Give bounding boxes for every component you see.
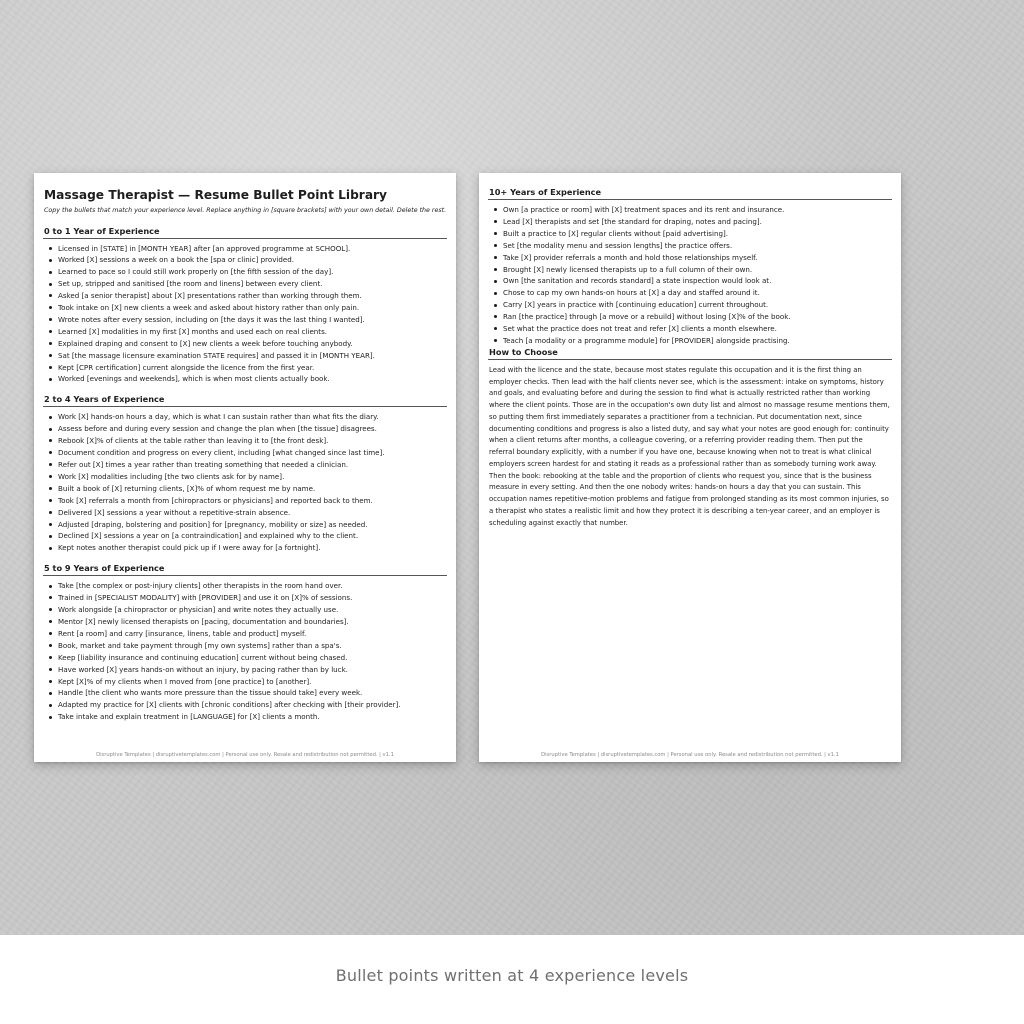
bullet-item: Work [X] modalities including [the two clients ask for by name]. <box>43 471 447 483</box>
bullet-item: Work [X] hands-on hours a day, which is what I can sustain rather than what fits the diary. <box>43 411 447 423</box>
bullet-item: Kept [CPR certification] current alongside the licence from the first year. <box>43 362 447 374</box>
bullet-list <box>43 580 447 723</box>
bullet-item: Asked [a senior therapist] about [X] presentations rather than working through them. <box>43 290 447 302</box>
bullet-item: Teach [a modality or a programme module] for [PROVIDER] alongside practising. <box>488 335 892 347</box>
bullet-item: Rebook [X]% of clients at the table rather than leaving it to [the front desk]. <box>43 435 447 447</box>
section-10-plus-years <box>488 187 892 347</box>
bullet-item: Refer out [X] times a year rather than treating something that needed a clinician. <box>43 459 447 471</box>
bullet-item: Learned [X] modalities in my first [X] months and used each on real clients. <box>43 326 447 338</box>
bullet-list <box>43 243 447 386</box>
bullet-item: Own [the sanitation and records standard] a state inspection would look at. <box>488 275 892 287</box>
guidance-paragraph: Lead with the licence and the state, because most states regulate this occupation and it is the first thing an employer checks. Then lead with the half clients never see, which is the assessment: intake on symptoms, history and goals, and evaluating before and during the session to find what is actually restricted rather than working where the client points. Those are in the occupation's own duty list and almost no massage resume mentions them, so putting them first immediately separates a practitioner from a technician. Put documentation next, since documenting conditions and progress is also a listed duty, and say what your notes are good enough for: continuity when a client returns after months, a colleague covering, or a referring provider reading them. Then put the referral boundary explicitly, with a number if you have one, because knowing when not to treat is what clinical employers screen hardest for and stating it reads as a professional rather than as somebody turning work away. Then the book: rebooking at the table and the proportion of clients who request you, since that is the business measure in every setting. And then the one nobody writes: hands-on hours a day that you can sustain. This occupation names repetitive-motion problems and fatigue from prolonged standing as its most common injuries, so a therapist who states a realistic limit and how they protect it is describing a ten-year career, and an employer is scheduling against exactly that number. <box>489 365 890 527</box>
bullet-item: Declined [X] sessions a year on [a contraindication] and explained why to the client. <box>43 530 447 542</box>
section-heading: 10+ Years of Experience <box>488 187 892 200</box>
bullet-item: Kept notes another therapist could pick up if I were away for [a fortnight]. <box>43 542 447 554</box>
bullet-item: Carry [X] years in practice with [continuing education] current throughout. <box>488 299 892 311</box>
bullet-item: Rent [a room] and carry [insurance, linens, table and product] myself. <box>43 628 447 640</box>
bullet-list <box>43 411 447 554</box>
bullet-item: Mentor [X] newly licensed therapists on [pacing, documentation and boundaries]. <box>43 616 447 628</box>
bullet-item: Adapted my practice for [X] clients with [chronic conditions] after checking with [their provider]. <box>43 699 447 711</box>
bullet-item: Take [the complex or post-injury clients] other therapists in the room hand over. <box>43 580 447 592</box>
bullet-item: Took [X] referrals a month from [chiropractors or physicians] and reported back to them. <box>43 495 447 507</box>
bullet-item: Brought [X] newly licensed therapists up to a full column of their own. <box>488 264 892 276</box>
document-title: Massage Therapist — Resume Bullet Point Library <box>44 188 387 202</box>
bullet-item: Handle [the client who wants more pressure than the tissue should take] every week. <box>43 687 447 699</box>
page-footer: Disruptive Templates | disruptivetemplates.com | Personal use only. Resale and redistribution not permitted. | v1.1 <box>96 752 394 758</box>
bullet-item: Chose to cap my own hands-on hours at [X] a day and staffed around it. <box>488 287 892 299</box>
bullet-item: Explained draping and consent to [X] new clients a week before touching anybody. <box>43 338 447 350</box>
image-caption: Bullet points written at 4 experience levels <box>335 966 689 985</box>
bullet-item: Work alongside [a chiropractor or physician] and write notes they actually use. <box>43 604 447 616</box>
section-2-to-4-years <box>43 394 447 554</box>
bullet-item: Assess before and during every session and change the plan when [the tissue] disagrees. <box>43 423 447 435</box>
bullet-item: Keep [liability insurance and continuing education] current without being chased. <box>43 652 447 664</box>
bullet-item: Adjusted [draping, bolstering and position] for [pregnancy, mobility or size] as needed. <box>43 519 447 531</box>
section-heading: 2 to 4 Years of Experience <box>43 394 447 407</box>
bullet-list <box>488 204 892 347</box>
section-0-to-1-years <box>43 226 447 386</box>
bullet-item: Took intake on [X] new clients a week and asked about history rather than only pain. <box>43 302 447 314</box>
bullet-item: Lead [X] therapists and set [the standard for draping, notes and pacing]. <box>488 216 892 228</box>
bullet-item: Take [X] provider referrals a month and hold those relationships myself. <box>488 252 892 264</box>
document-subtitle: Copy the bullets that match your experience level. Replace anything in [square brackets] with your own detail. Delete the rest. <box>44 207 447 214</box>
bullet-item: Set what the practice does not treat and refer [X] clients a month elsewhere. <box>488 323 892 335</box>
bullet-item: Built a practice to [X] regular clients without [paid advertising]. <box>488 228 892 240</box>
bullet-item: Take intake and explain treatment in [LANGUAGE] for [X] clients a month. <box>43 711 447 723</box>
section-how-to-choose <box>488 347 892 530</box>
bullet-item: Delivered [X] sessions a year without a repetitive-strain absence. <box>43 507 447 519</box>
bullet-item: Worked [X] sessions a week on a book the [spa or clinic] provided. <box>43 254 447 266</box>
bullet-item: Learned to pace so I could still work properly on [the fifth session of the day]. <box>43 266 447 278</box>
bullet-item: Trained in [SPECIALIST MODALITY] with [PROVIDER] and use it on [X]% of sessions. <box>43 592 447 604</box>
bullet-item: Built a book of [X] returning clients, [X]% of whom request me by name. <box>43 483 447 495</box>
section-heading: How to Choose <box>488 347 892 360</box>
bullet-item: Worked [evenings and weekends], which is when most clients actually book. <box>43 373 447 385</box>
section-5-to-9-years <box>43 563 447 723</box>
bullet-item: Ran [the practice] through [a move or a rebuild] without losing [X]% of the book. <box>488 311 892 323</box>
bullet-item: Sat [the massage licensure examination STATE requires] and passed it in [MONTH YEAR]. <box>43 350 447 362</box>
bullet-item: Wrote notes after every session, including on [the days it was the last thing I wanted]. <box>43 314 447 326</box>
section-heading: 5 to 9 Years of Experience <box>43 563 447 576</box>
bullet-item: Set [the modality menu and session lengths] the practice offers. <box>488 240 892 252</box>
bullet-item: Set up, stripped and sanitised [the room and linens] between every client. <box>43 278 447 290</box>
bullet-item: Own [a practice or room] with [X] treatment spaces and its rent and insurance. <box>488 204 892 216</box>
bullet-item: Licensed in [STATE] in [MONTH YEAR] after [an approved programme at SCHOOL]. <box>43 243 447 255</box>
document-page-2 <box>479 173 901 762</box>
page-footer: Disruptive Templates | disruptivetemplates.com | Personal use only. Resale and redistribution not permitted. | v1.1 <box>541 752 839 758</box>
document-page-1 <box>34 173 456 762</box>
section-heading: 0 to 1 Year of Experience <box>43 226 447 239</box>
bullet-item: Book, market and take payment through [my own systems] rather than a spa's. <box>43 640 447 652</box>
bullet-item: Have worked [X] years hands-on without an injury, by pacing rather than by luck. <box>43 664 447 676</box>
bullet-item: Kept [X]% of my clients when I moved from [one practice] to [another]. <box>43 676 447 688</box>
bullet-item: Document condition and progress on every client, including [what changed since last time]. <box>43 447 447 459</box>
